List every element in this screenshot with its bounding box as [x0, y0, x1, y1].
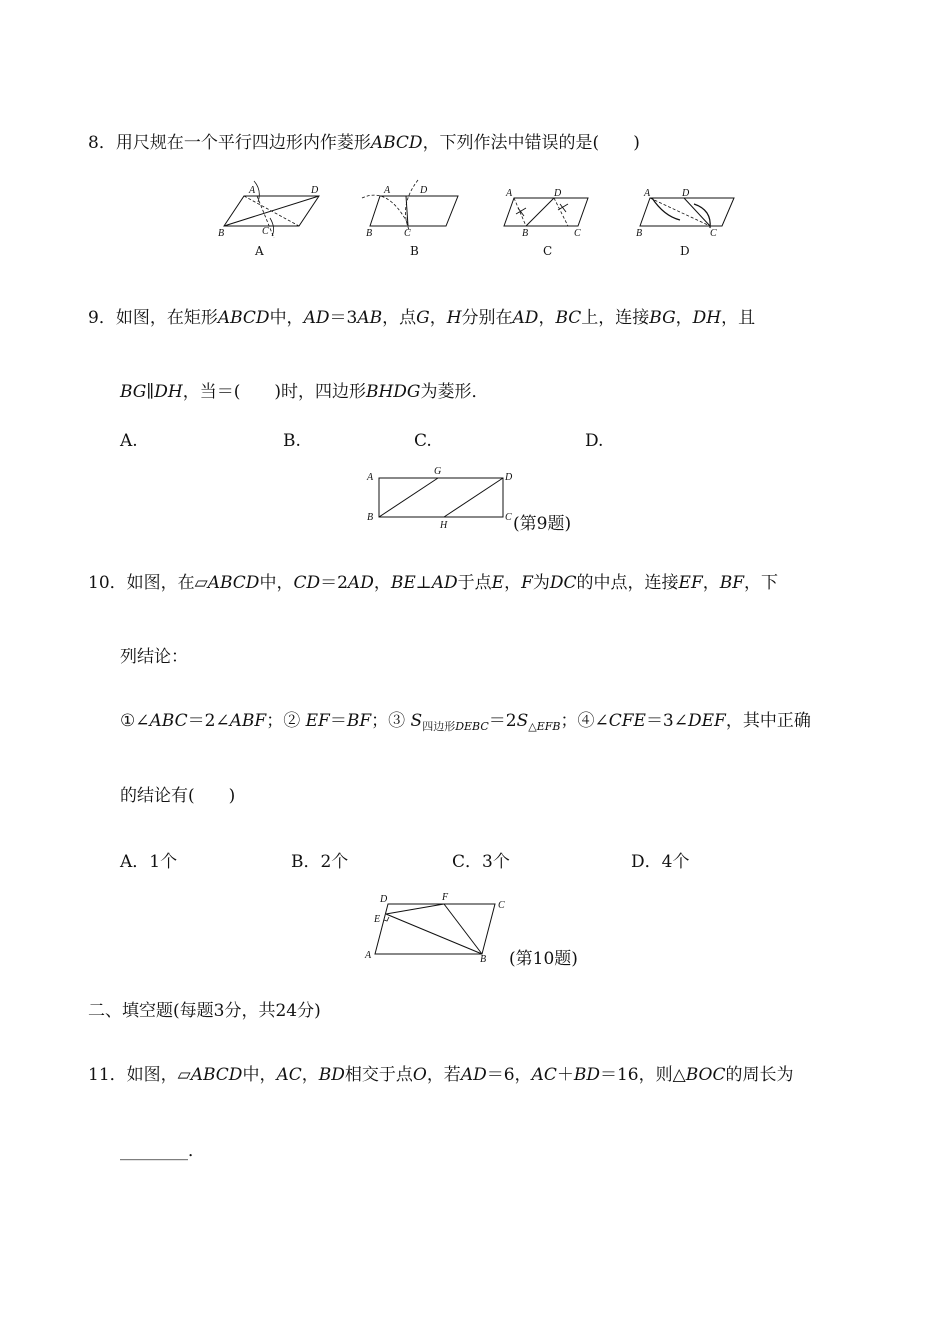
q10-line2: 列结论： — [120, 647, 188, 667]
svg-text:C: C — [574, 228, 581, 238]
q10-line1: 10．如图，在▱ABCD中，CD＝2AD，BE⊥AD于点E，F为DC的中点，连接EF，BF，下 — [88, 573, 779, 593]
svg-text:D: D — [554, 188, 562, 199]
svg-text:D: D — [420, 185, 428, 196]
svg-text:B: B — [367, 512, 374, 523]
q9-figure — [362, 462, 522, 536]
svg-text:A: A — [367, 472, 374, 483]
q8-figure-a — [214, 176, 324, 242]
svg-text:C: C — [505, 512, 512, 523]
svg-text:B: B — [522, 228, 529, 238]
q9-option-c: C. — [414, 431, 432, 451]
svg-text:B: B — [636, 228, 643, 238]
svg-text:H: H — [440, 520, 448, 531]
svg-text:B: B — [218, 228, 225, 238]
q8-figure-b — [358, 176, 468, 242]
svg-text:A: A — [249, 185, 256, 196]
q10-caption: (第10题) — [509, 949, 578, 969]
svg-text:G: G — [434, 466, 442, 477]
q9-option-d: D. — [585, 431, 604, 451]
q9-line2: BG∥DH，当＝( )时，四边形BHDG为菱形． — [120, 382, 489, 402]
section-heading: 二、填空题(每题3分，共24分) — [88, 1001, 321, 1021]
svg-text:F: F — [442, 892, 449, 903]
q10-figure — [360, 890, 510, 969]
q10-option-d: D．4个 — [631, 852, 690, 872]
svg-text:C: C — [710, 228, 717, 238]
svg-text:A: A — [365, 950, 372, 961]
q9-option-a: A. — [120, 431, 138, 451]
svg-text:A: A — [644, 188, 651, 199]
q10-option-b: B．2个 — [291, 852, 349, 872]
svg-text:D: D — [682, 188, 690, 199]
q8-option-b: B — [410, 244, 419, 258]
svg-text:A: A — [506, 188, 513, 199]
svg-text:B: B — [366, 228, 373, 238]
q11-line1: 11．如图，▱ABCD中，AC，BD相交于点O，若AD＝6，AC＋BD＝16，则△BOC的周长为 — [88, 1065, 794, 1085]
svg-text:C: C — [262, 226, 269, 237]
q11-answer-blank[interactable]: ________． — [120, 1141, 205, 1161]
svg-text:C: C — [404, 228, 411, 238]
q8-option-c: C — [543, 244, 553, 258]
q9-caption: (第9题) — [513, 514, 572, 534]
q10-line4: 的结论有( ) — [120, 786, 236, 806]
q8-text: 8．用尺规在一个平行四边形内作菱形ABCD，下列作法中错误的是( ) — [88, 133, 640, 153]
q8-option-a: A — [255, 244, 264, 258]
svg-text:D: D — [380, 894, 388, 905]
svg-text:D: D — [505, 472, 513, 483]
q10-option-c: C．3个 — [452, 852, 510, 872]
q8-option-d: D — [680, 244, 690, 258]
svg-text:B: B — [480, 954, 487, 965]
q9-line1: 9．如图，在矩形ABCD中，AD＝3AB，点G，H分别在AD，BC上，连接BG，DH，且 — [88, 308, 756, 328]
svg-text:D: D — [311, 185, 319, 196]
svg-text:A: A — [384, 185, 391, 196]
q8-figure-d — [634, 176, 744, 242]
svg-text:C: C — [498, 900, 505, 911]
q10-line3: ①∠ABC＝2∠ABF；② EF＝BF；③ $S_{四边形DEBC}=2S_{\triangle EFB}$；④∠CFE＝3∠DEF，其中正确 — [120, 711, 811, 733]
q9-option-b: B. — [283, 431, 301, 451]
q10-option-a: A．1个 — [120, 852, 178, 872]
q8-figure-c — [496, 176, 596, 242]
svg-text:E: E — [374, 914, 381, 925]
